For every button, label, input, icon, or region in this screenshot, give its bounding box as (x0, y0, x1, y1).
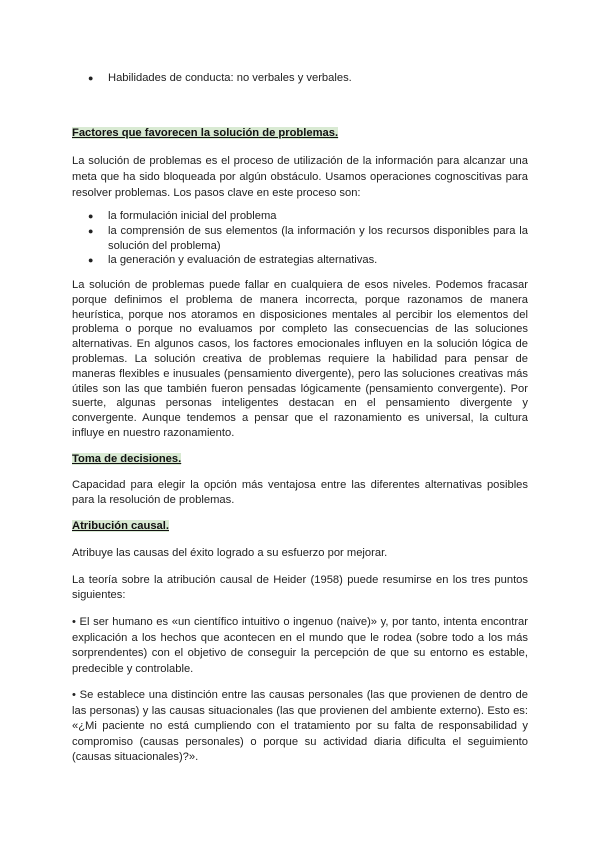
section-heading-decisions (72, 452, 528, 467)
paragraph: Capacidad para elegir la opción más ventajosa entre las diferentes alternativas posibles para la resolución de problemas. (72, 479, 528, 506)
paragraph: • El ser humano es «un científico intuitivo o ingenuo (naive)» y, por tanto, intenta encontrar explicación a los hechos que acontecen en el mundo que le rodea (sobre todo a los más sorprendentes) con el objetivo de conseguir la percepción de que su entorno es estable, predecible y controlable. (72, 616, 528, 675)
section-heading-problem-solving (72, 126, 528, 141)
paragraph: La solución de problemas es el proceso de utilización de la información para alcanzar una meta que ha sido bloqueada por algún obstáculo. Usamos operaciones cognoscitivas para resolver problemas. Los pasos clave en este proceso son: (72, 155, 528, 199)
list-item: ● la comprensión de sus elementos (la información y los recursos disponibles para la solución del problema) (72, 224, 528, 254)
paragraph: Atribuye las causas del éxito logrado a su esfuerzo por mejorar. (72, 547, 388, 559)
top-bullet-list (72, 71, 528, 86)
list-item: ● la generación y evaluación de estrategias alternativas. (72, 253, 528, 268)
section-heading-attribution (72, 519, 528, 534)
heading-text: Toma de decisiones. (72, 453, 182, 465)
paragraph: La solución de problemas puede fallar en cualquiera de esos niveles. Podemos fracasar porque definimos el problema de manera incorrecta, porque razonamos de manera heurística, porque nos atoramos en disposiciones mentales al percibir los elementos del problema o porque no evaluamos por completo las consecuencias de las soluciones alternativas. En algunos casos, los factores emocionales influyen en la solución lógica de problemas. La solución creativa de problemas requiere la habilidad para pensar de maneras flexibles e inusuales (pensamiento divergente), pero las soluciones creativas más útiles son las que también fueron pensadas lógicamente (pensamiento convergente). Por suerte, algunas personas inteligentes destacan en el pensamiento divergente y convergente. Aunque tendemos a pensar que el razonamiento es universal, la cultura influye en nuestro razonamiento. (72, 279, 528, 439)
list-item: ● Habilidades de conducta: no verbales y verbales. (72, 71, 528, 86)
paragraph: La teoría sobre la atribución causal de Heider (1958) puede resumirse en los tres puntos siguientes: (72, 574, 528, 601)
heading-text: Factores que favorecen la solución de problemas. (72, 127, 339, 139)
heading-text: Atribución causal. (72, 520, 169, 532)
list-item: ● la formulación inicial del problema (72, 209, 528, 224)
paragraph: • Se establece una distinción entre las causas personales (las que provienen de dentro de las personas) y las causas situacionales (las que provienen del ambiente externo). Esto es: «¿Mi paciente no está cumpliendo con el tratamiento por su falta de responsabilidad y compromiso (causas personales) o porque su actividad diaria dificulta el seguimiento (causas situacionales)?». (72, 689, 528, 763)
steps-list (72, 209, 528, 268)
